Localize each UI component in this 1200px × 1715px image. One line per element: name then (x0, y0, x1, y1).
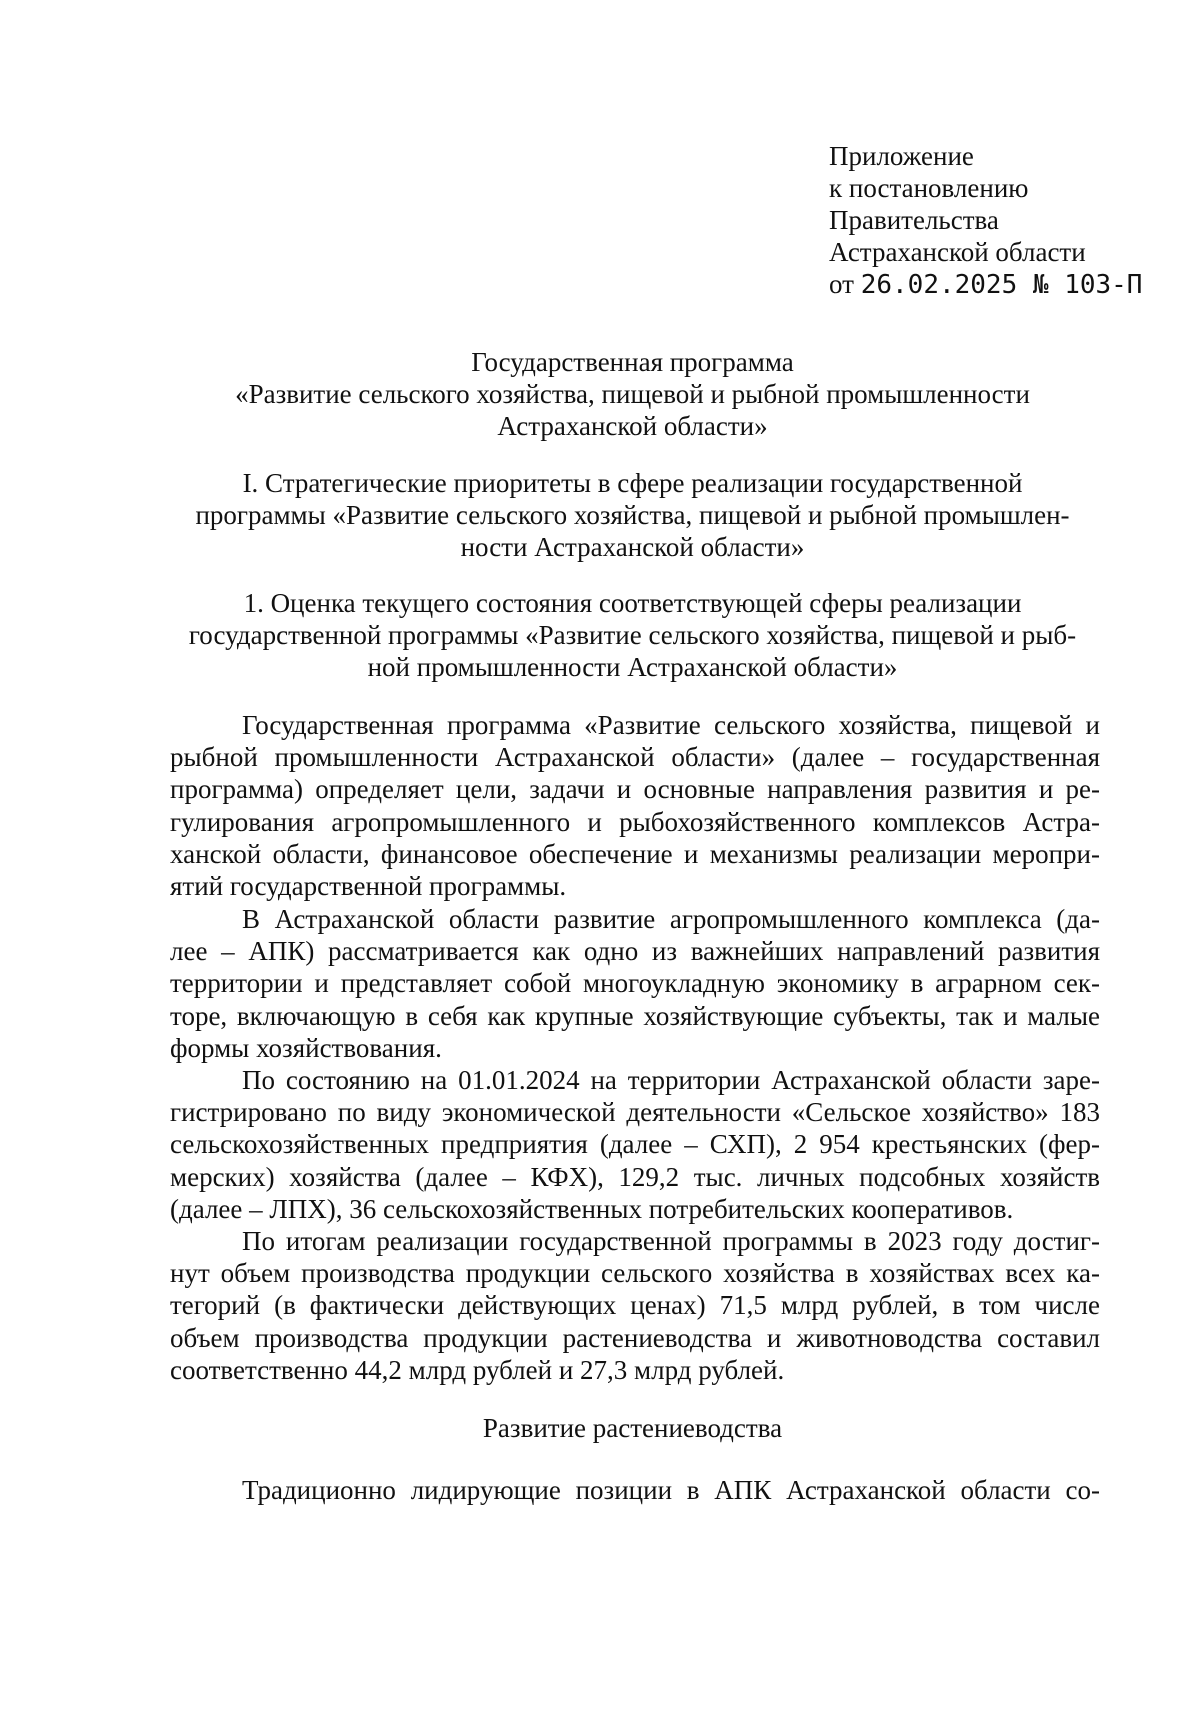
text-line: ханской области, финансовое обеспечение и механизмы реализации меропри- (170, 838, 1100, 869)
section-heading-line: I. Стратегические приоритеты в сфере реализации государственной (242, 468, 1023, 498)
program-title (165, 346, 1100, 442)
text-line: соответственно 44,2 млрд рублей и 27,3 млрд рублей. (170, 1354, 785, 1385)
paragraph-1 (170, 709, 1100, 902)
text-line: (далее – ЛПХ), 36 сельскохозяйственных потребительских кооперативов. (170, 1193, 1014, 1224)
section-heading-line: программы «Развитие сельского хозяйства, пищевой и рыбной промышлен- (195, 500, 1070, 530)
subsection-heading-line: государственной программы «Развитие сельского хозяйства, пищевой и рыб- (188, 620, 1077, 650)
text-line: программа) определяет цели, задачи и основные направления развития и ре- (170, 774, 1100, 805)
appendix-date-line (829, 268, 1142, 301)
text-line: сельскохозяйственных предприятия (далее – СХП), 2 954 крестьянских (фер- (170, 1129, 1100, 1160)
program-title-line: Государственная программа (471, 347, 794, 377)
appendix-line: Астраханской области (829, 237, 1086, 267)
subsection-heading (165, 587, 1100, 683)
date-number: 26.02.2025 № 103-П (860, 270, 1143, 300)
subsection-heading-line: 1. Оценка текущего состояния соответствующей сферы реализации (243, 588, 1022, 618)
appendix-line: Приложение (829, 141, 974, 171)
plant-growing-heading-text: Развитие растениеводства (482, 1413, 783, 1443)
text-line: нут объем производства продукции сельского хозяйства в хозяйствах всех ка- (170, 1258, 1100, 1289)
program-title-line: Астраханской области» (497, 411, 768, 441)
program-title-line: «Развитие сельского хозяйства, пищевой и рыбной промышленности (235, 379, 1030, 409)
text-line: тегорий (в фактически действующих ценах) 71,5 млрд рублей, в том числе (170, 1290, 1100, 1321)
text-line: ятий государственной программы. (170, 870, 567, 901)
text-line: гулирования агропромышленного и рыбохозяйственного комплексов Астра- (170, 806, 1100, 837)
text-line: территории и представляет собой многоукладную экономику в аграрном сек- (170, 968, 1100, 999)
plant-growing-heading (165, 1412, 1100, 1444)
paragraph-4 (170, 1225, 1100, 1386)
text-line: В Астраханской области развитие агропромышленного комплекса (да- (242, 904, 1100, 934)
text-line: лее – АПК) рассматривается как одно из важнейших направлений развития (170, 936, 1100, 967)
paragraph-2 (170, 903, 1100, 1064)
appendix-line: Правительства (829, 205, 999, 235)
section-heading-line: ности Астраханской области» (460, 532, 805, 562)
text-line: По итогам реализации государственной программы в 2023 году достиг- (242, 1226, 1100, 1256)
text-line: Государственная программа «Развитие сельского хозяйства, пищевой и (242, 710, 1100, 740)
text-line: формы хозяйствования. (170, 1032, 442, 1063)
appendix-line: к постановлению (829, 173, 1029, 203)
text-line: рыбной промышленности Астраханской области» (далее – государственная (170, 742, 1100, 773)
text-line: объем производства продукции растениеводства и животноводства составил (170, 1322, 1100, 1353)
text-line: Традиционно лидирующие позиции в АПК Астраханской области со- (242, 1475, 1100, 1505)
paragraph-3 (170, 1064, 1100, 1225)
text-line: гистрировано по виду экономической деятельности «Сельское хозяйство» 183 (170, 1097, 1100, 1128)
text-line: По состоянию на 01.01.2024 на территории Астраханской области заре- (242, 1065, 1100, 1095)
paragraph-5 (170, 1474, 1100, 1506)
date-prefix: от (829, 269, 854, 299)
text-line: мерских) хозяйства (далее – КФХ), 129,2 тыс. личных подсобных хозяйств (170, 1161, 1100, 1192)
section-heading (165, 467, 1100, 563)
text-line: торе, включающую в себя как крупные хозяйствующие субъекты, так и малые (170, 1000, 1100, 1031)
appendix-stamp (829, 140, 1142, 301)
subsection-heading-line: ной промышленности Астраханской области» (367, 652, 898, 682)
